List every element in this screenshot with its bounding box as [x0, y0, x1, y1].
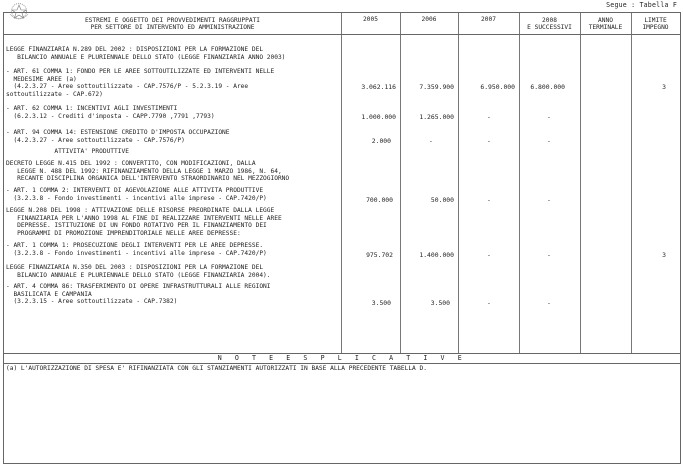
header-2008-line2: E SUCCESSIVI [527, 23, 572, 31]
header-limite-line2: IMPEGNO [642, 23, 669, 31]
value-2005: 3.062.116 [361, 83, 396, 91]
table-header [4, 13, 680, 35]
col-divider [519, 13, 520, 353]
value-2005: 975.702 [366, 251, 393, 259]
value-2006: 1.400.000 [419, 251, 454, 259]
value-limite: 3 [662, 251, 666, 259]
notes-title: N O T E E S P L I C A T I V E [4, 353, 680, 364]
col-divider [631, 13, 632, 353]
value-2006: - [429, 137, 433, 145]
header-2006 [400, 13, 458, 34]
value-2008: - [547, 251, 551, 259]
header-2005-label: 2005 [363, 16, 378, 23]
value-2006: 50.000 [430, 196, 454, 204]
table-row: - ART. 1 COMMA 2: INTERVENTI DI AGEVOLAZIONE ALLE ATTIVITA PRODUTTIVE (3.2.3.8 - Fondo investimenti - incentivi alle imprese - CAP.7420/P) [6, 187, 267, 202]
header-2007 [458, 13, 519, 34]
value-2007: - [487, 113, 491, 121]
value-2005: 3.500 [371, 299, 391, 307]
section-title: ATTIVITA' PRODUTTIVE [6, 148, 129, 155]
value-2007: - [487, 137, 491, 145]
table-row: LEGGE FINANZIARIA N.350 DEL 2003 : DISPOSIZIONI PER LA FORMAZIONE DEL BILANCIO ANNUALE E PLURIENNALE DELLO STATO (LEGGE FINANZIARIA 2004). [6, 264, 271, 279]
table-page [3, 12, 681, 464]
header-desc-line2: PER SETTORE DI INTERVENTO ED AMMINISTRAZIONE [90, 23, 255, 31]
header-anno-line2: TERMINALE [588, 23, 623, 31]
value-2007: - [487, 196, 491, 204]
value-2005: 1.000.000 [361, 113, 396, 121]
value-2008: - [547, 299, 551, 307]
col-divider [580, 13, 581, 353]
header-2008 [519, 13, 580, 34]
col-divider [458, 13, 459, 353]
value-2007: - [487, 251, 491, 259]
continuation-label: Segue : Tabella F [606, 1, 677, 9]
header-anno-line1: ANNO [598, 16, 613, 24]
header-2008-line1: 2008 [542, 16, 557, 24]
header-2006-label: 2006 [421, 16, 437, 23]
value-2006: 1.265.000 [419, 113, 454, 121]
value-2008: - [547, 113, 551, 121]
table-row: - ART. 1 COMMA 1: PROSECUZIONE DEGLI INTERVENTI PER LE AREE DEPRESSE. (3.2.3.8 - Fondo investimenti - incentivi alle imprese - CAP.7420/P) [6, 242, 267, 257]
table-row: - ART. 94 COMMA 14: ESTENSIONE CREDITO D'IMPOSTA OCCUPAZIONE (4.2.3.27 - Aree sottoutilizzate - CAP.7576/P) [6, 129, 230, 144]
header-description [4, 13, 341, 34]
value-2005: 700.000 [366, 196, 393, 204]
value-2008: - [547, 196, 551, 204]
header-limite-line1: LIMITE [644, 16, 667, 24]
value-2007: - [487, 299, 491, 307]
value-2005: 2.000 [371, 137, 391, 145]
table-row: - ART. 62 COMMA 1: INCENTIVI AGLI INVESTIMENTI (6.2.3.12 - Crediti d'imposta - CAPP.7790 ,7791 ,7793) [6, 105, 215, 120]
table-row: - ART. 61 COMMA 1: FONDO PER LE AREE SOTTOUTILIZZATE ED INTERVENTI NELLE MEDESIME AREE (a) (4.2.3.27 - Aree sottoutilizzate - CAP.7576/P - 5.2.3.19 - Aree sottoutilizzate - CAP.672) [6, 68, 275, 99]
header-anno-terminale [580, 13, 631, 34]
value-limite: 3 [662, 83, 666, 91]
header-desc-line1: ESTREMI E OGGETTO DEI PROVVEDIMENTI RAGGRUPPATI [84, 16, 261, 24]
header-limite-impegno [631, 13, 680, 34]
value-2007: 6.950.000 [480, 83, 515, 91]
header-2007-label: 2007 [481, 16, 496, 23]
table-row: - ART. 4 COMMA 86: TRASFERIMENTO DI OPERE INFRASTRUTTURALI ALLE REGIONI BASILICATA E CAMPANIA (3.2.3.15 - Aree sottoutilizzate - CAP.7382) [6, 283, 271, 306]
note-a: (a) L'AUTORIZZAZIONE DI SPESA E' RIFINANZIATA CON GLI STANZIAMENTI AUTORIZZATI IN BASE ALLA PRECEDENTE TABELLA D. [6, 365, 427, 372]
table-row: DECRETO LEGGE N.415 DEL 1992 : CONVERTITO, CON MODIFICAZIONI, DALLA LEGGE N. 488 DEL 1992: RIFINANZIAMENTO DELLA LEGGE 1 MARZO 1986, N. 64, RECANTE DISCIPLINA ORGANICA DELL'INTERVENTO STRAORDINARIO NEL MEZZOGIORNO [6, 160, 290, 183]
header-2005 [341, 13, 400, 34]
table-row: LEGGE N.208 DEL 1998 : ATTIVAZIONE DELLE RISORSE PREORDINATE DALLA LEGGE FINANZIARIA PER L'ANNO 1998 AL FINE DI REALIZZARE INTERVENTI NELLE AREE DEPRESSE. ISTITUZIONE DI UN FONDO ROTATIVO PER IL FINANZIAMENTO DEI PROGRAMMI DI PROMOZIONE IMPRENDITORIALE NELLE AREE DEPRESSE: [6, 207, 282, 238]
value-2006: 3.500 [430, 299, 450, 307]
value-2008: 6.800.000 [530, 83, 565, 91]
value-2006: 7.359.900 [419, 83, 454, 91]
value-2008: - [547, 137, 551, 145]
table-row: LEGGE FINANZIARIA N.289 DEL 2002 : DISPOSIZIONI PER LA FORMAZIONE DEL BILANCIO ANNUALE E PLURIENNALE DELLO STATO (LEGGE FINANZIARIA ANNO 2003) [6, 46, 286, 61]
